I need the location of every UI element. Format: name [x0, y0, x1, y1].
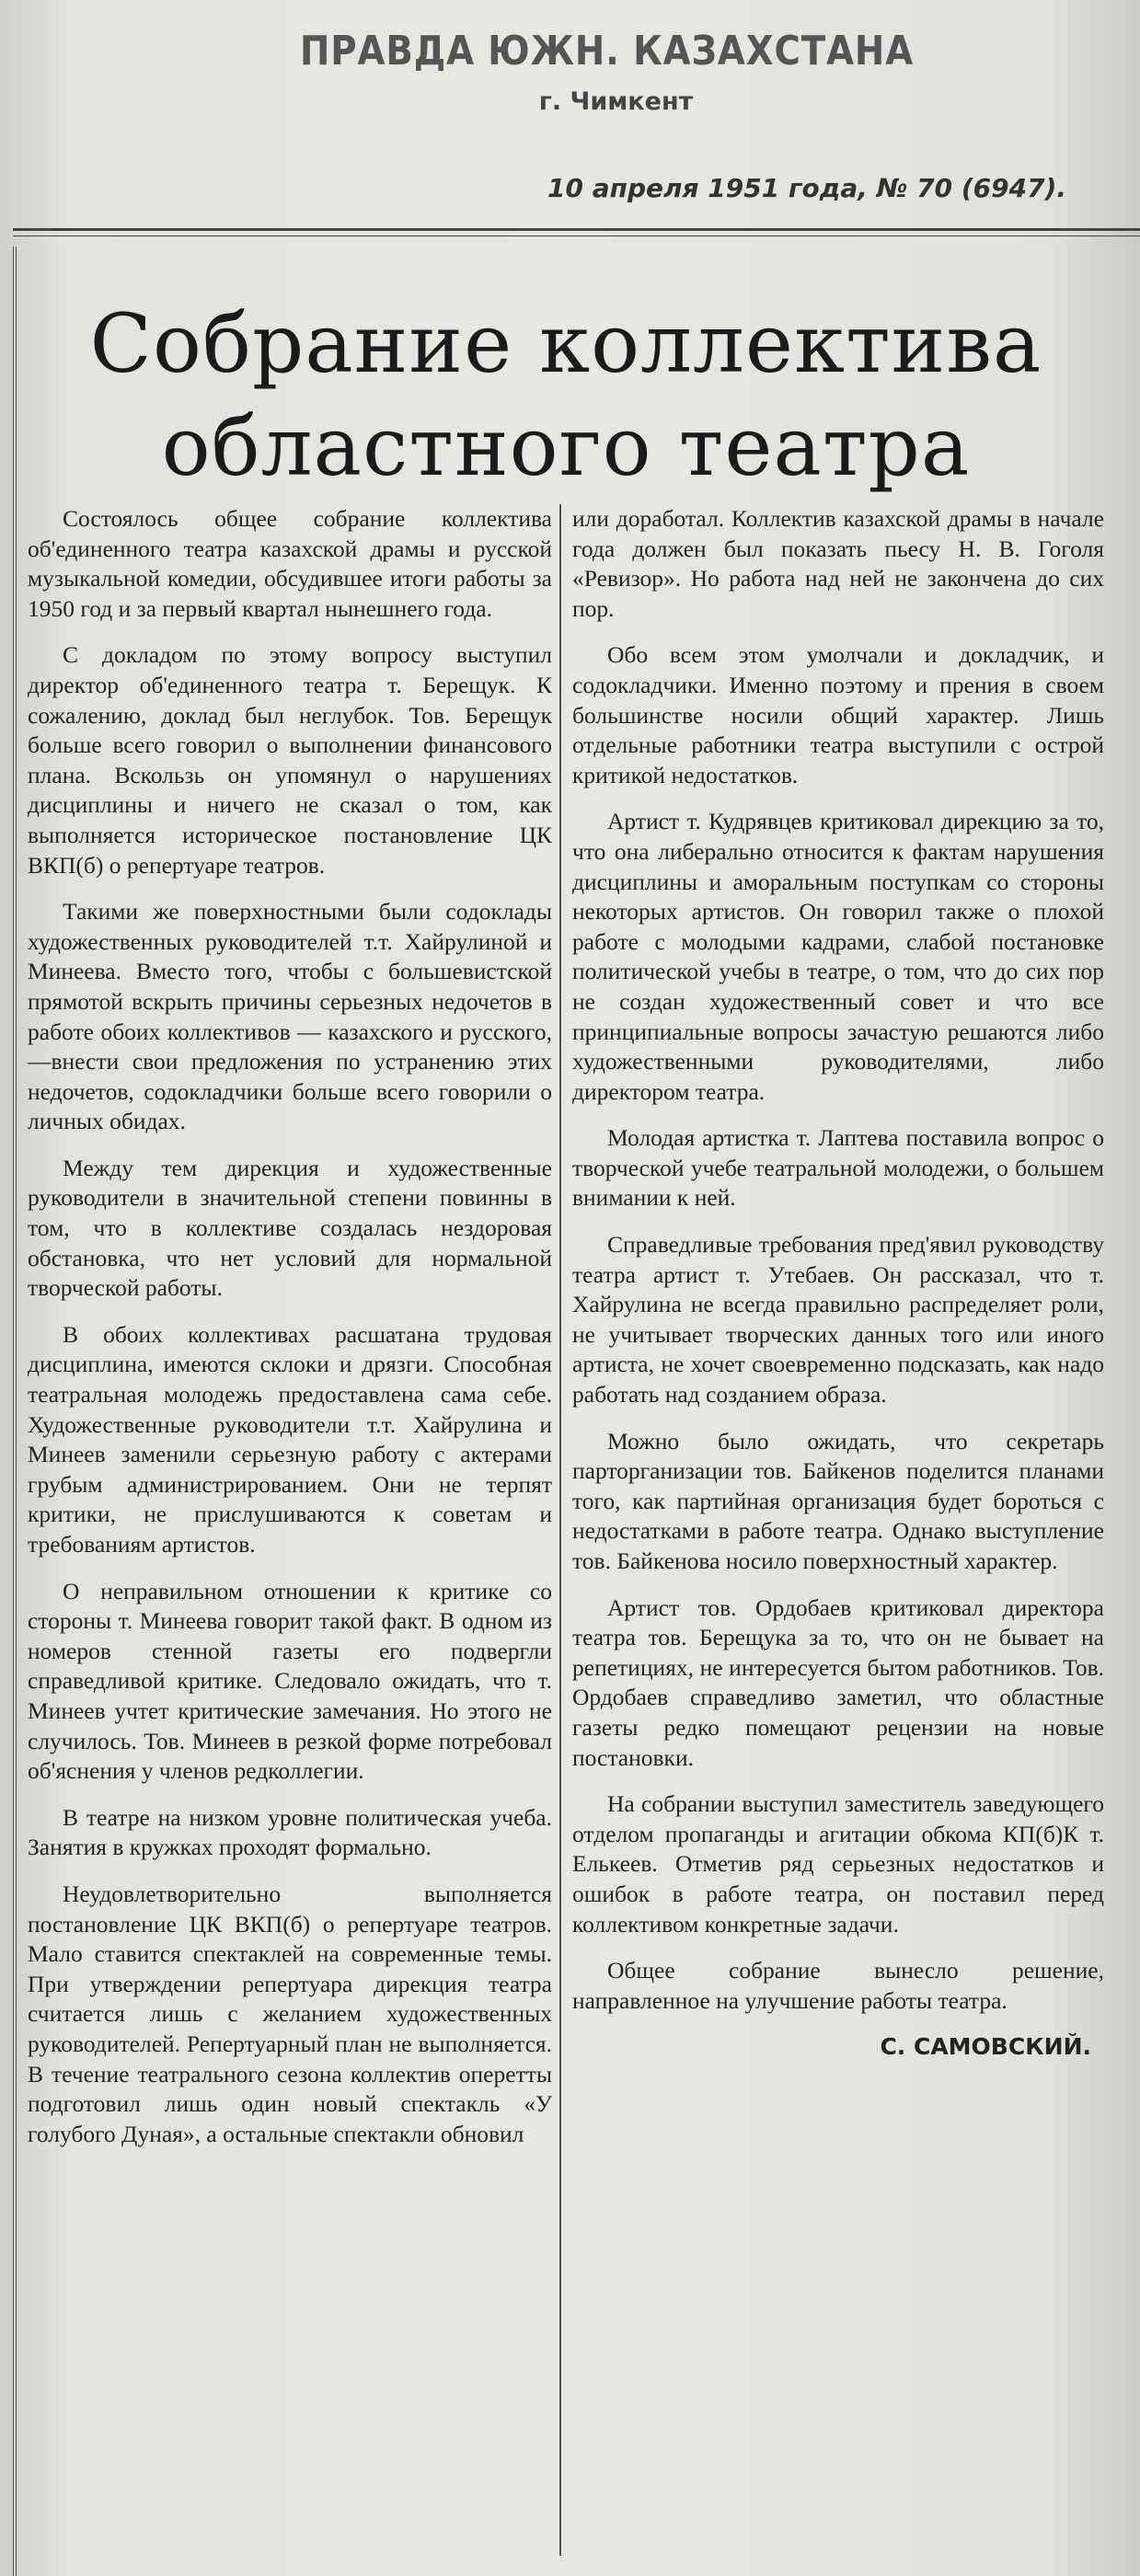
city-line: г. Чимкент	[538, 87, 694, 116]
article-headline	[28, 293, 1104, 499]
paragraph: О неправильном отношении к критике со стороны т. Минеева говорит такой факт. В одном из номеров стенной газеты его подвергли справедливой критике. Следовало ожидать, что т. Минеев учтет критические замечания. Но этого не случилось. Тов. Минеев в резкой форме потребовал об'яснения у членов редколлегии.	[28, 1577, 552, 1785]
newspaper-title: ПРАВДА ЮЖН. КАЗАХСТАНА	[299, 28, 915, 75]
column-divider	[559, 504, 561, 2556]
paragraph: Состоялось общее собрание коллектива об'единенного театра казахской драмы и русской музыкальной комедии, обсудившее итоги работы за 1950 год и за первый квартал нынешнего года.	[28, 505, 552, 622]
header-rule	[13, 228, 1140, 231]
date-issue-line: 10 апреля 1951 года, № 70 (6947).	[547, 173, 1066, 203]
paragraph: С докладом по этому вопросу выступил директор об'единенного театра т. Берещук. К сожалению, доклад был неглубок. Тов. Берещук больше всего говорил о выполнении финансового плана. Вскользь он упомянул о нарушениях дисциплины и ничего не сказал о том, как выполняется историческое постановление ЦК ВКП(б) о репертуаре театров.	[28, 641, 552, 879]
paragraph: На собрании выступил заместитель заведующего отделом пропаганды и агитации обкома КП(б)К т. Елькеев. Отметив ряд серьезных недостатков и ошибок в работе театра, он поставил перед коллективом конкретные задачи.	[572, 1790, 1104, 1938]
paragraph-continuation: или доработал. Коллектив казахской драмы в начале года должен был показать пьесу Н. В. Гоголя «Ревизор». Но работа над ней не закончена до сих пор.	[572, 505, 1104, 622]
headline-line-1: Собрание коллектива	[89, 296, 1042, 391]
masthead	[0, 28, 1140, 116]
paragraph: В театре на низком уровне политическая учеба. Занятия в кружках проходят формально.	[28, 1803, 552, 1861]
right-column	[572, 504, 1104, 2063]
paragraph: Общее собрание вынесло решение, направленное на улучшение работы театра.	[572, 1957, 1104, 2014]
left-column	[28, 504, 552, 2166]
paragraph: Между тем дирекция и художественные руководители в значительной степени повинны в том, что в коллективе создалась нездоровая обстановка, что нет условий для нормальной творческой работы.	[28, 1154, 552, 1302]
paragraph: Обо всем этом умолчали и докладчик, и содокладчики. Именно поэтому и прения в своем большинстве носили общий характер. Лишь отдельные работники театра выступили с острой критикой недостатков.	[572, 641, 1104, 788]
paragraph: Такими же поверхностными были содоклады художественных руководителей т.т. Хайрулиной и Минеева. Вместо того, чтобы с большевистской прямотой вскрыть причины серьезных недочетов в работе обоих коллективов — казахского и русского,—внести свои предложения по устранению этих недочетов, содокладчики больше всего говорили о личных обидах.	[28, 898, 552, 1135]
headline-line-2: областного театра	[161, 399, 971, 494]
paragraph: Артист тов. Ордобаев критиковал директора театра тов. Берещука за то, что он не бывает на репетициях, не интересуется бытом работников. Тов. Ордобаев справедливо заметил, что областные газеты редко помещают рецензии на новые постановки.	[572, 1593, 1104, 1771]
paragraph: Справедливые требования пред'явил руководству театра артист т. Утебаев. Он рассказал, что т. Хайрулина не всегда правильно распределяет роли, не учитывает творческих данных того или иного артиста, не хочет своевременно подсказать, как надо работать над созданием образа.	[572, 1231, 1104, 1409]
paragraph: Молодая артистка т. Лаптева поставила вопрос о творческой учебе театральной молодежи, о большем внимании к ней.	[572, 1124, 1104, 1212]
paragraph: Неудовлетворительно выполняется постановление ЦК ВКП(б) о репертуаре театров. Мало ставится спектаклей на современные темы. При утверждении репертуара дирекция театра считается лишь с желанием художественных руководителей. Репертуарный план не выполняется. В течение театрального сезона коллектив оперетты подготовил лишь один новый спектакль «У голубого Дуная», а остальные спектакли обновил	[28, 1880, 552, 2147]
paragraph: Можно было ожидать, что секретарь парторганизации тов. Байкенов поделится планами того, как партийная организация будет бороться с недостатками в работе театра. Однако выступление тов. Байкенова носило поверхностный характер.	[572, 1427, 1104, 1574]
paragraph: В обоих коллективах расшатана трудовая дисциплина, имеются склоки и дрязги. Способная театральная молодежь предоставлена сама себе. Художественные руководители т.т. Хайрулина и Минеев заменили серьезную работу с актерами грубым администрированием. Они не терпят критики, не прислушиваются к советам и требованиям артистов.	[28, 1320, 552, 1558]
author-signature: С. САМОВСКИЙ.	[880, 2033, 1091, 2061]
paragraph: Артист т. Кудрявцев критиковал дирекцию за то, что она либерально относится к фактам нарушения дисциплины и аморальным поступкам со стороны некоторых артистов. Он говорил также о плохой работе с молодыми кадрами, слабой постановке политической учебы в театре, о том, что до сих пор не создан художественный совет и что все принципиальные вопросы зачастую решаются либо художественными руководителями, либо директором театра.	[572, 808, 1104, 1105]
